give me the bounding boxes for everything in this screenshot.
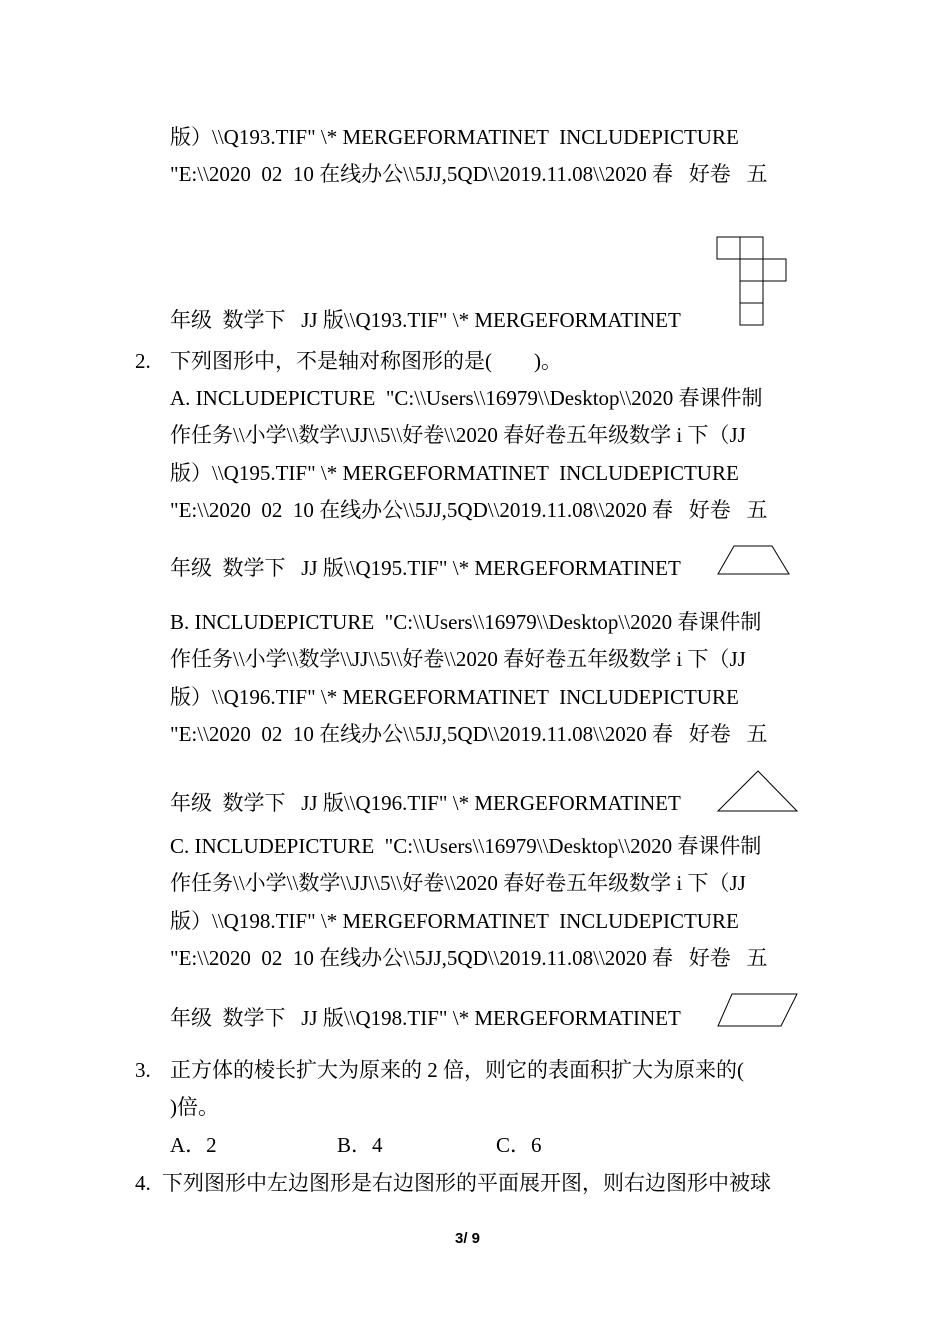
q2-option-b-line-1: B. INCLUDEPICTURE "C:\\Users\\16979\\Desktop\\2020 春课件制 [170,610,762,634]
q3-option-b: B．4 [337,1133,383,1157]
q1-text-line-3: 年级 数学下 JJ 版\\Q193.TIF" \* MERGEFORMATINET [170,308,681,332]
q2-option-b-line-3: 版）\\Q196.TIF" \* MERGEFORMATINET INCLUDEPICTURE [170,685,739,709]
q2-option-a-line-2: 作任务\\小学\\数学\\JJ\\5\\好卷\\2020 春好卷五年级数学 i 下（JJ [170,423,746,447]
q2-option-a-line-5: 年级 数学下 JJ 版\\Q195.TIF" \* MERGEFORMATINET [170,556,681,580]
q2-option-a-line-1: A. INCLUDEPICTURE "C:\\Users\\16979\\Desktop\\2020 春课件制 [170,386,763,410]
q2-option-c-line-3: 版）\\Q198.TIF" \* MERGEFORMATINET INCLUDEPICTURE [170,909,739,933]
q4-number: 4. [135,1171,151,1195]
q4-stem-line-1: 下列图形中左边图形是右边图形的平面展开图，则右边图形中被球 [162,1171,771,1195]
cube-net-figure [716,236,788,328]
q1-text-line-2: "E:\\2020 02 10 在线办公\\5JJ,5QD\\2019.11.08\\2020 春 好卷 五 [170,162,768,186]
trapezoid-figure [716,545,792,577]
q2-option-c-line-4: "E:\\2020 02 10 在线办公\\5JJ,5QD\\2019.11.08\\2020 春 好卷 五 [170,946,768,970]
q2-option-a-line-4: "E:\\2020 02 10 在线办公\\5JJ,5QD\\2019.11.08\\2020 春 好卷 五 [170,498,768,522]
q2-number: 2. [135,349,151,373]
q2-option-a-line-3: 版）\\Q195.TIF" \* MERGEFORMATINET INCLUDEPICTURE [170,461,739,485]
q2-stem: 下列图形中，不是轴对称图形的是( )。 [170,349,562,373]
q2-option-b-line-5: 年级 数学下 JJ 版\\Q196.TIF" \* MERGEFORMATINET [170,791,681,815]
q3-stem-line-2: )倍。 [170,1095,219,1119]
q1-text-line-1: 版）\\Q193.TIF" \* MERGEFORMATINET INCLUDEPICTURE [170,125,739,149]
triangle-figure [716,770,800,814]
q3-option-c: C．6 [496,1133,542,1157]
q2-option-b-line-2: 作任务\\小学\\数学\\JJ\\5\\好卷\\2020 春好卷五年级数学 i 下（JJ [170,647,746,671]
q2-option-b-line-4: "E:\\2020 02 10 在线办公\\5JJ,5QD\\2019.11.08\\2020 春 好卷 五 [170,722,768,746]
q2-option-c-line-5: 年级 数学下 JJ 版\\Q198.TIF" \* MERGEFORMATINET [170,1006,681,1030]
q3-number: 3. [135,1058,151,1082]
q3-option-a: A．2 [170,1133,217,1157]
page-number: 3/ 9 [455,1230,481,1247]
q2-option-c-line-2: 作任务\\小学\\数学\\JJ\\5\\好卷\\2020 春好卷五年级数学 i 下（JJ [170,871,746,895]
parallelogram-figure [716,993,800,1029]
q3-stem-line-1: 正方体的棱长扩大为原来的 2 倍，则它的表面积扩大为原来的( [170,1058,744,1082]
q2-option-c-line-1: C. INCLUDEPICTURE "C:\\Users\\16979\\Desktop\\2020 春课件制 [170,834,762,858]
